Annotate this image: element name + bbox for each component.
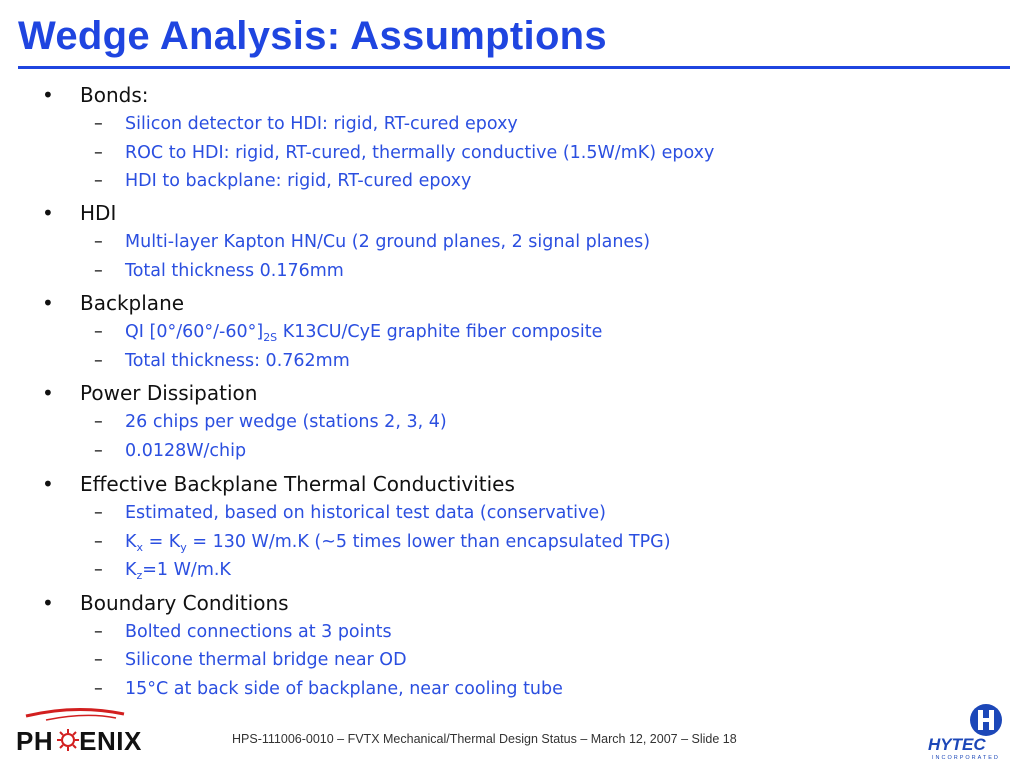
bullet-glyph: •: [42, 291, 54, 315]
phenix-left: PH: [16, 726, 54, 756]
dash-glyph: –: [94, 679, 103, 699]
sub-item-text: Multi-layer Kapton HN/Cu (2 ground planes, 2 signal planes): [125, 232, 651, 252]
bullet-label: Power Dissipation: [80, 381, 258, 405]
dash-glyph: –: [94, 171, 103, 191]
z-subscript: z: [136, 569, 143, 582]
bullet-label: Bonds:: [80, 83, 149, 107]
bullet-label: HDI: [80, 201, 117, 225]
bullet-glyph: •: [42, 83, 54, 107]
sub-item-text: ROC to HDI: rigid, RT-cured, thermally conductive (1.5W/mK) epoxy: [125, 143, 715, 163]
slide-title: Wedge Analysis: Assumptions: [18, 14, 607, 58]
phenix-logo: [16, 706, 166, 758]
qi-prefix: QI [0°/60°/-60°]: [125, 322, 264, 342]
slide-footer: HPS-111006-0010 – FVTX Mechanical/Thermal Design Status – March 12, 2007 – Slide 18: [232, 732, 737, 746]
sub-item-text: Total thickness 0.176mm: [125, 261, 344, 281]
dash-glyph: –: [94, 351, 103, 371]
title-divider: [18, 66, 1010, 69]
sub-item-text: Silicon detector to HDI: rigid, RT-cured epoxy: [125, 114, 518, 134]
k-symbol: K: [125, 560, 137, 580]
sub-item-text: [125, 560, 231, 580]
bullet-label: Backplane: [80, 291, 185, 315]
dash-glyph: –: [94, 622, 103, 642]
sub-item-text: [125, 532, 671, 552]
kz-value: =1 W/m.K: [142, 560, 231, 580]
dash-glyph: –: [94, 114, 103, 134]
dash-glyph: –: [94, 143, 103, 163]
dash-glyph: –: [94, 650, 103, 670]
dash-glyph: –: [94, 261, 103, 281]
sub-item-text: 15°C at back side of backplane, near cooling tube: [125, 679, 563, 699]
x-subscript: x: [136, 541, 143, 554]
sub-item-text: 26 chips per wedge (stations 2, 3, 4): [125, 412, 447, 432]
sub-item-text: 0.0128W/chip: [125, 441, 247, 461]
qi-subscript: 2S: [263, 331, 278, 344]
k-symbol: K: [125, 532, 137, 552]
bullet-glyph: •: [42, 381, 54, 405]
dash-glyph: –: [94, 232, 103, 252]
bullet-label: Effective Backplane Thermal Conductivities: [80, 472, 515, 496]
sub-item-text: Bolted connections at 3 points: [125, 622, 392, 642]
bullet-glyph: •: [42, 472, 54, 496]
phenix-right: ENIX: [79, 726, 142, 756]
sub-item-text: [125, 322, 602, 342]
bullet-label: Boundary Conditions: [80, 591, 289, 615]
hytec-wordmark: HYTEC: [928, 735, 986, 754]
dash-glyph: –: [94, 560, 103, 580]
kxky-value: = 130 W/m.K (~5 times lower than encapsulated TPG): [186, 532, 671, 552]
y-subscript: y: [180, 541, 187, 554]
sub-item-text: Total thickness: 0.762mm: [125, 351, 350, 371]
bullet-glyph: •: [42, 201, 54, 225]
sub-item-text: Estimated, based on historical test data (conservative): [125, 503, 606, 523]
dash-glyph: –: [94, 532, 103, 552]
dash-glyph: –: [94, 322, 103, 342]
dash-glyph: –: [94, 441, 103, 461]
hytec-logo: [924, 702, 1016, 762]
dash-glyph: –: [94, 503, 103, 523]
phenix-wordmark: [16, 726, 142, 757]
hytec-tagline: INCORPORATED: [932, 755, 1000, 761]
qi-suffix: K13CU/CyE graphite fiber composite: [277, 322, 603, 342]
dash-glyph: –: [94, 412, 103, 432]
sub-item-text: Silicone thermal bridge near OD: [125, 650, 407, 670]
sub-item-text: HDI to backplane: rigid, RT-cured epoxy: [125, 171, 472, 191]
hytec-emblem-icon: [924, 702, 1016, 762]
k-equals: = K: [143, 532, 181, 552]
bullet-glyph: •: [42, 591, 54, 615]
